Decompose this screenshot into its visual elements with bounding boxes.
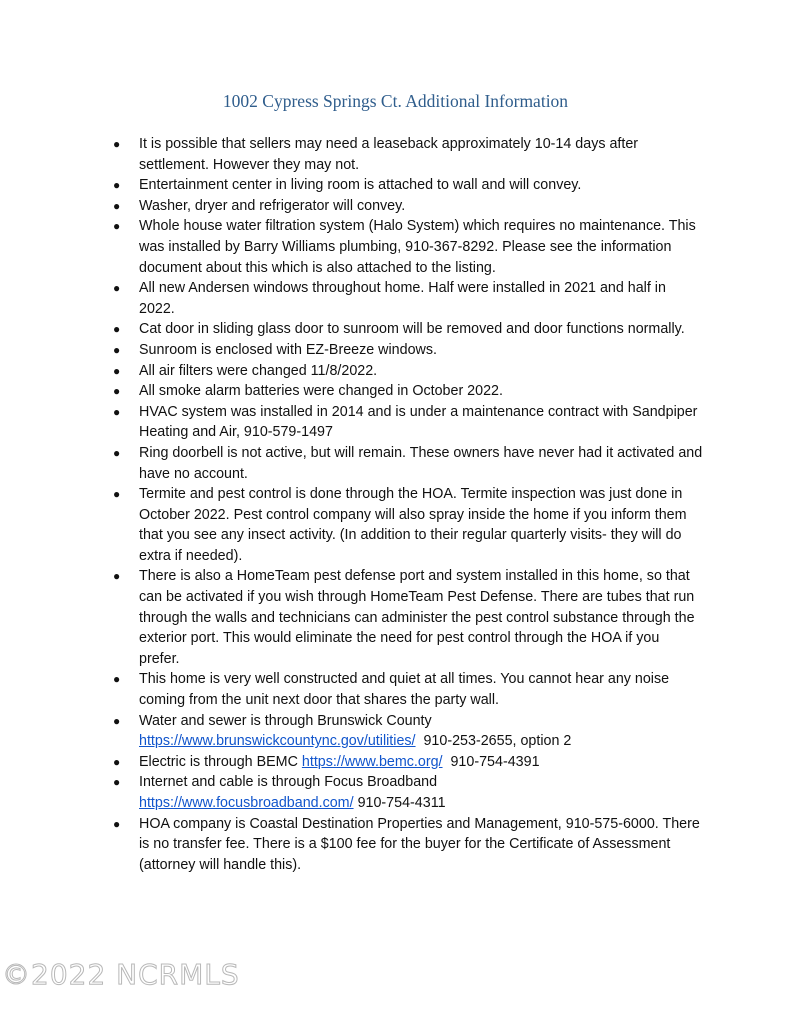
- list-item: [113, 484, 703, 566]
- list-item: [113, 319, 703, 340]
- bullet-icon: ●: [113, 816, 121, 831]
- bullet-icon: ●: [113, 775, 121, 790]
- focus-broadband-link[interactable]: https://www.focusbroadband.com/: [139, 795, 354, 811]
- water-utilities-link[interactable]: https://www.brunswickcountync.gov/utilities/: [139, 733, 416, 750]
- bemc-link[interactable]: https://www.bemc.org/: [301, 753, 443, 770]
- bullet-icon: ●: [113, 219, 121, 234]
- hoa-text: HOA company is Coastal Destination Properties and Management, 910-575-6000. There is no transfer fee. There is a $100 fee for the buyer for the Certificate of Assessment (attorney will handle this).: [139, 815, 700, 873]
- bullet-icon: ●: [113, 342, 121, 357]
- internet-text: Internet and cable is through Focus Broadband: [139, 774, 438, 791]
- item-text: Washer, dryer and refrigerator will convey.: [139, 197, 406, 214]
- list-item: [113, 443, 703, 484]
- list-item: [113, 340, 703, 361]
- electric-text: Electric is through BEMC: [139, 753, 298, 770]
- list-item: [113, 566, 703, 669]
- list-item-water: [113, 711, 703, 752]
- item-text: Cat door in sliding glass door to sunroom will be removed and door functions normally.: [139, 321, 685, 338]
- bullet-icon: ●: [113, 672, 121, 687]
- item-text: All smoke alarm batteries were changed in October 2022.: [139, 383, 503, 400]
- item-text: Ring doorbell is not active, but will remain. These owners have never had it activated and have no account.: [139, 444, 703, 482]
- item-text: Entertainment center in living room is attached to wall and will convey.: [139, 177, 582, 194]
- item-text: HVAC system was installed in 2014 and is under a maintenance contract with Sandpiper Heating and Air, 910-579-1497: [139, 403, 698, 441]
- bullet-icon: ●: [113, 487, 121, 502]
- item-text: There is also a HomeTeam pest defense port and system installed in this home, so that can be activated if you wish through HomeTeam Pest Defense. There are tubes that run through the walls and technicians can administer the pest control substance through the exterior port. This would eliminate the need for pest control through the HOA if you prefer.: [139, 568, 695, 667]
- internet-phone: 910-754-4311: [357, 795, 446, 811]
- item-text: Termite and pest control is done through the HOA. Termite inspection was just done in October 2022. Pest control company will also spray inside the home if you inform them that you see any insect activity. (In addition to their regular quarterly visits- they will do extra if needed).: [139, 486, 687, 564]
- document-title: 1002 Cypress Springs Ct. Additional Information: [222, 91, 569, 111]
- list-item-electric: [113, 752, 703, 773]
- list-item: [113, 402, 703, 443]
- bullet-icon: ●: [113, 281, 121, 296]
- list-item: [113, 669, 703, 710]
- bullet-icon: ●: [113, 384, 121, 399]
- electric-phone: 910-754-4391: [450, 753, 540, 770]
- bullet-icon: ●: [113, 363, 121, 378]
- ncrmls-watermark: ©2022 NCRMLS: [2, 958, 240, 991]
- item-text: Sunroom is enclosed with EZ-Breeze windows.: [139, 341, 437, 358]
- info-bullet-list: [113, 134, 703, 875]
- bullet-icon: ●: [113, 445, 121, 460]
- list-item: [113, 216, 703, 278]
- bullet-icon: ●: [113, 713, 121, 728]
- bullet-icon: ●: [113, 137, 121, 151]
- list-item-internet: [113, 772, 703, 813]
- water-text: Water and sewer is through Brunswick County: [139, 712, 432, 729]
- list-item: [113, 175, 703, 196]
- item-text: All air filters were changed 11/8/2022.: [139, 362, 378, 379]
- bullet-icon: ●: [113, 754, 121, 769]
- item-text: This home is very well constructed and quiet at all times. You cannot hear any noise coming from the unit next door that shares the party wall.: [139, 671, 670, 709]
- bullet-icon: ●: [113, 569, 121, 584]
- water-phone: 910-253-2655, option 2: [423, 733, 572, 750]
- item-text: It is possible that sellers may need a leaseback approximately 10-14 days after settlement. However they may not.: [139, 136, 639, 173]
- bullet-icon: ●: [113, 404, 121, 419]
- list-item: [113, 196, 703, 217]
- list-item: [113, 381, 703, 402]
- item-text: All new Andersen windows throughout home. Half were installed in 2021 and half in 2022.: [139, 280, 666, 317]
- list-item: [113, 361, 703, 382]
- list-item-hoa: [113, 814, 703, 876]
- bullet-icon: ●: [113, 178, 121, 193]
- list-item: [113, 278, 703, 319]
- list-item: [113, 134, 703, 175]
- item-text: Whole house water filtration system (Halo System) which requires no maintenance. This was installed by Barry Williams plumbing, 910-367-8292. Please see the information document about this which is also attached to the listing.: [139, 218, 696, 276]
- bullet-icon: ●: [113, 198, 121, 213]
- bullet-icon: ●: [113, 322, 121, 337]
